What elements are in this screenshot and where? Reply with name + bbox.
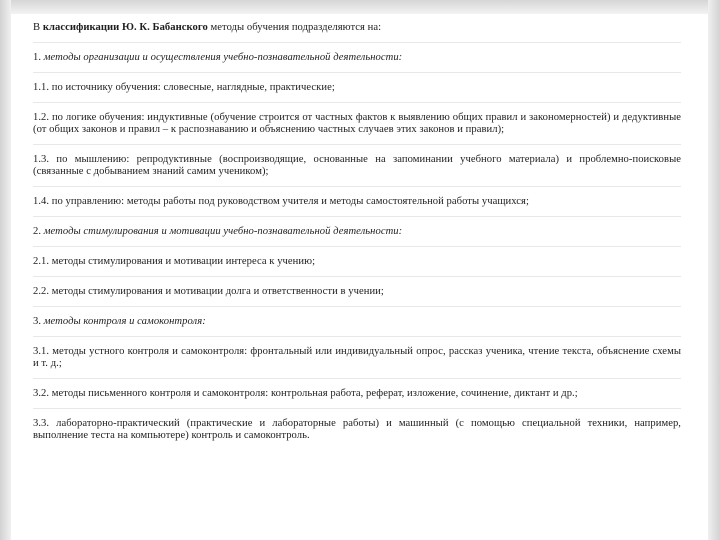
list-item-1-2: 1.2. по логике обучения: индуктивные (обучение строится от частных фактов к выявлению общих правил и закономерностей) и дедуктивные (от общих законов и правил – к распознаванию и объяснению частных случаев этих законов и правил);	[33, 112, 681, 145]
section-number: 3.	[33, 316, 44, 327]
intro-bold-author: классификации Ю. К. Бабанского	[42, 22, 208, 33]
section-number: 1.	[33, 52, 44, 63]
slide-frame-right	[708, 0, 720, 540]
slide-frame-top	[0, 0, 720, 14]
list-item-1-3: 1.3. по мышлению: репродуктивные (воспроизводящие, основанные на запоминании учебного материала) и проблемно-поисковые (связанные с добыванием знаний самим учеником);	[33, 154, 681, 187]
list-item-3-1: 3.1. методы устного контроля и самоконтроля: фронтальный или индивидуальный опрос, рассказ ученика, чтение текста, объяснение схемы и т. д.;	[33, 346, 681, 379]
document-slide	[33, 22, 681, 522]
intro-paragraph	[33, 22, 681, 43]
list-item-2-1: 2.1. методы стимулирования и мотивации интереса к учению;	[33, 256, 681, 277]
section-heading-2	[33, 226, 681, 247]
section-title: методы стимулирования и мотивации учебно-познавательной деятельности:	[43, 226, 403, 237]
intro-suffix: методы обучения подразделяются на:	[207, 22, 382, 33]
list-item-1-4: 1.4. по управлению: методы работы под руководством учителя и методы самостоятельной работы учащихся;	[33, 196, 681, 217]
slide-frame-left	[0, 0, 11, 540]
section-heading-3	[33, 316, 681, 337]
section-title: методы контроля и самоконтроля:	[43, 316, 206, 327]
list-item-2-2: 2.2. методы стимулирования и мотивации долга и ответственности в учении;	[33, 286, 681, 307]
list-item-3-2: 3.2. методы письменного контроля и самоконтроля: контрольная работа, реферат, изложение, сочинение, диктант и др.;	[33, 388, 681, 409]
section-title: методы организации и осуществления учебно-познавательной деятельности:	[43, 52, 403, 63]
section-number: 2.	[33, 226, 44, 237]
section-heading-1	[33, 52, 681, 73]
list-item-3-3: 3.3. лабораторно-практический (практические и лабораторные работы) и машинный (с помощью специальной техники, например, выполнение теста на компьютере) контроль и самоконтроль.	[33, 418, 681, 441]
list-item-1-1: 1.1. по источнику обучения: словесные, наглядные, практические;	[33, 82, 681, 103]
intro-prefix: В	[33, 22, 43, 33]
